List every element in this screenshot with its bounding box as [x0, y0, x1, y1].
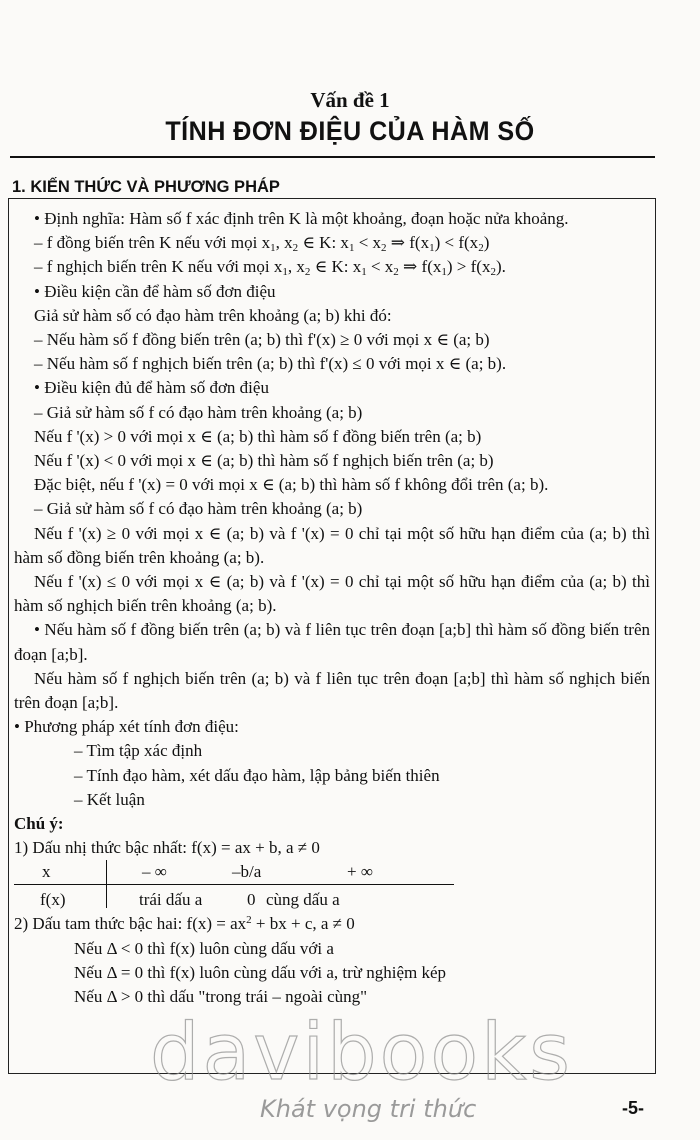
- sign-table-left-sign: trái dấu a: [139, 890, 203, 910]
- definition-paragraph: • Định nghĩa: Hàm số f xác định trên K là một khoảng, đoạn hoặc nửa khoảng.: [34, 209, 569, 228]
- sign-table: [14, 860, 454, 912]
- sign-table-right-sign: cùng dấu a: [266, 890, 340, 910]
- sign-table-f-label: f(x): [40, 890, 66, 910]
- increasing-definition: – f đồng biến trên K nếu với mọi $x_1$, $x_2$ ∈ K: $x_1 < x_2$ ⇒ $f(x_1) < f(x_2)$: [34, 233, 490, 255]
- note-item-2: 2) Dấu tam thức bậc hai: $f(x) = ax^2$ + bx + c, a ≠ 0: [14, 914, 355, 934]
- text-line: – Nếu hàm số f đồng biến trên (a; b) thì f'(x) ≥ 0 với mọi x ∈ (a; b): [34, 330, 490, 350]
- watermark-tagline: Khát vọng tri thức: [260, 1095, 477, 1123]
- text-line: – Nếu hàm số f nghịch biến trên (a; b) thì f'(x) ≤ 0 với mọi x ∈ (a; b).: [34, 354, 507, 374]
- method-step: – Kết luận: [74, 789, 145, 809]
- text-paragraph: Nếu hàm số f nghịch biến trên (a; b) và f liên tục trên đoạn [a;b] thì hàm số nghịch biến trên đoạn [a;b].: [14, 668, 650, 713]
- watermark-logo: davibooks: [150, 1008, 573, 1098]
- text-line: Nếu Δ > 0 thì dấu "trong trái – ngoài cùng": [74, 987, 368, 1007]
- sign-table-root: –b/a: [232, 862, 262, 882]
- sign-table-zero: 0: [247, 890, 256, 910]
- text-line: Giả sử hàm số có đạo hàm trên khoảng (a; b) khi đó:: [34, 305, 392, 325]
- necessary-condition-heading: • Điều kiện cần để hàm số đơn điệu: [34, 281, 276, 301]
- method-heading: • Phương pháp xét tính đơn điệu:: [14, 717, 239, 737]
- sign-table-neg-inf: – ∞: [142, 862, 167, 882]
- text-line: Nếu Δ < 0 thì f(x) luôn cùng dấu với a: [74, 938, 334, 958]
- text-line: Đặc biệt, nếu f '(x) = 0 với mọi x ∈ (a; b) thì hàm số f không đổi trên (a; b).: [34, 475, 549, 495]
- title-divider: [10, 156, 655, 158]
- text-line: Nếu f '(x) > 0 với mọi x ∈ (a; b) thì hàm số f đồng biến trên (a; b): [34, 426, 482, 446]
- chapter-label: Vấn đề 1: [310, 88, 390, 112]
- content-body: [14, 207, 650, 1009]
- text-line: Nếu f '(x) < 0 với mọi x ∈ (a; b) thì hàm số f nghịch biến trên (a; b): [34, 451, 494, 471]
- sufficient-condition-heading: • Điều kiện đủ để hàm số đơn điệu: [34, 378, 269, 398]
- text-line: Nếu Δ = 0 thì f(x) luôn cùng dấu với a, trừ nghiệm kép: [74, 962, 447, 982]
- decreasing-definition: – f nghịch biến trên K nếu với mọi $x_1$, $x_2$ ∈ K: $x_1 < x_2$ ⇒ $f(x_1) > f(x_2)$.: [34, 257, 506, 279]
- text-line: – Giả sử hàm số f có đạo hàm trên khoảng (a; b): [34, 402, 363, 422]
- page-title: TÍNH ĐƠN ĐIỆU CỦA HÀM SỐ: [165, 116, 535, 146]
- text-paragraph: Nếu f '(x) ≥ 0 với mọi x ∈ (a; b) và f '(x) = 0 chỉ tại một số hữu hạn điểm của (a; b) thì hàm số đồng biến trên khoảng (a; b).: [14, 523, 650, 567]
- method-step: – Tìm tập xác định: [74, 741, 203, 761]
- sign-table-x-label: x: [42, 862, 51, 882]
- note-heading: Chú ý:: [14, 814, 64, 834]
- method-step: – Tính đạo hàm, xét dấu đạo hàm, lập bảng biến thiên: [74, 765, 440, 785]
- text-paragraph: • Nếu hàm số f đồng biến trên (a; b) và f liên tục trên đoạn [a;b] thì hàm số đồng biến trên đoạn [a;b].: [14, 620, 650, 664]
- sign-table-hline: [14, 884, 454, 885]
- sign-table-vline: [106, 860, 107, 908]
- text-line: – Giả sử hàm số f có đạo hàm trên khoảng (a; b): [34, 499, 363, 519]
- note-item-1: 1) Dấu nhị thức bậc nhất: f(x) = ax + b, a ≠ 0: [14, 838, 320, 858]
- section-heading: 1. KIẾN THỨC VÀ PHƯƠNG PHÁP: [12, 178, 280, 196]
- text-paragraph: Nếu f '(x) ≤ 0 với mọi x ∈ (a; b) và f '(x) = 0 chỉ tại một số hữu hạn điểm của (a; b) thì hàm số nghịch biến trên khoảng (a; b).: [14, 572, 650, 616]
- sign-table-pos-inf: + ∞: [347, 862, 373, 882]
- page-number: -5-: [622, 1098, 644, 1118]
